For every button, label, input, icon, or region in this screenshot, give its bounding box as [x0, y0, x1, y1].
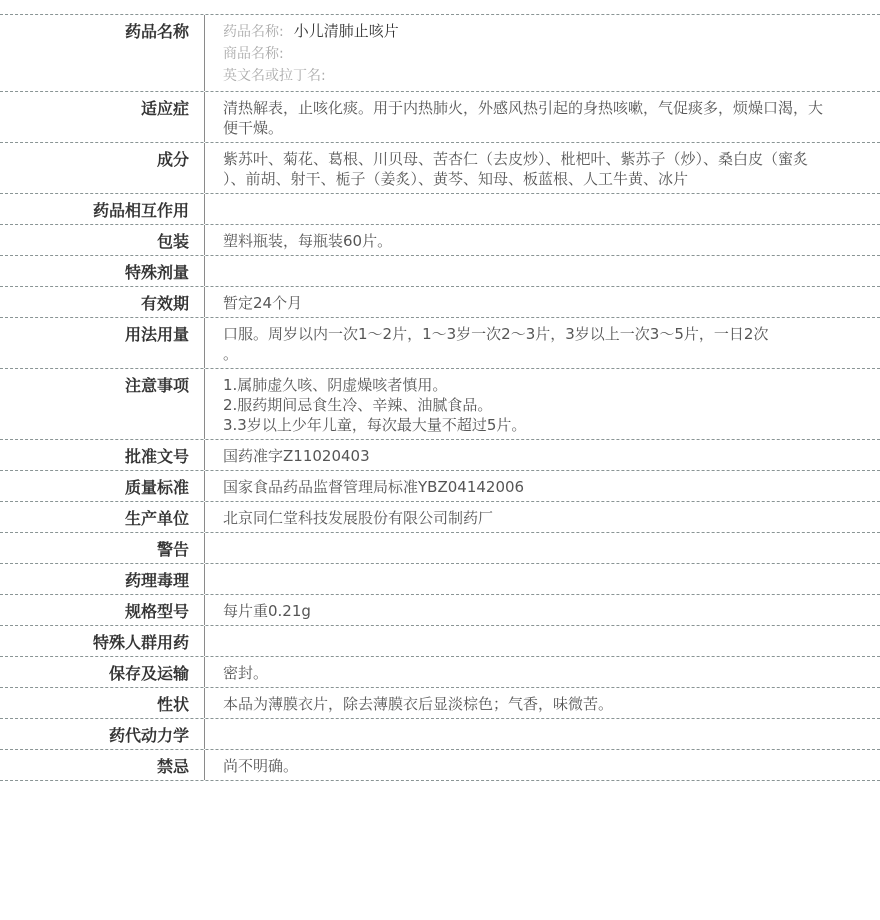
- row-content: [205, 564, 880, 594]
- row-label: 特殊剂量: [0, 256, 205, 286]
- content-line: 塑料瓶装，每瓶装60片。: [223, 232, 393, 250]
- row-label: 有效期: [0, 287, 205, 317]
- row-label: 适应症: [0, 92, 205, 142]
- row-label: 保存及运输: [0, 657, 205, 687]
- row-content: [205, 750, 880, 780]
- row-content: [205, 533, 880, 563]
- content-line: 清热解表，止咳化痰。用于内热肺火，外感风热引起的身热咳嗽，气促痰多，烦燥口渴，大: [223, 99, 824, 117]
- row-label: 禁忌: [0, 750, 205, 780]
- table-row: [0, 15, 880, 92]
- content-line: 暂定24个月: [223, 294, 303, 312]
- content-line: 密封。: [223, 664, 269, 682]
- name-field-line: [223, 43, 860, 65]
- field-label: 英文名或拉丁名:: [223, 68, 326, 84]
- row-label: 批准文号: [0, 440, 205, 470]
- table-row: [0, 256, 880, 287]
- row-content: [205, 626, 880, 656]
- row-label: 包装: [0, 225, 205, 255]
- row-label: 质量标准: [0, 471, 205, 501]
- row-content: [205, 92, 880, 142]
- row-label: 用法用量: [0, 318, 205, 368]
- row-label: 性状: [0, 688, 205, 718]
- table-row: [0, 369, 880, 440]
- row-content: [205, 369, 880, 439]
- content-line: 便干燥。: [223, 119, 284, 137]
- content-line: 尚不明确。: [223, 757, 299, 775]
- table-row: [0, 657, 880, 688]
- content-line: 每片重0.21g: [223, 602, 311, 620]
- row-content: [205, 719, 880, 749]
- content-line: 3.3岁以上少年儿童，每次最大量不超过5片。: [223, 416, 527, 434]
- table-row: [0, 533, 880, 564]
- row-content: [205, 256, 880, 286]
- table-row: [0, 225, 880, 256]
- row-content: [205, 595, 880, 625]
- content-line: 1.属肺虚久咳、阴虚燥咳者慎用。: [223, 376, 448, 394]
- row-content: [205, 471, 880, 501]
- row-label: 生产单位: [0, 502, 205, 532]
- row-content: [205, 440, 880, 470]
- content-line: 北京同仁堂科技发展股份有限公司制药厂: [223, 509, 494, 527]
- table-row: [0, 287, 880, 318]
- table-row: [0, 595, 880, 626]
- row-content: [205, 287, 880, 317]
- content-line: 2.服药期间忌食生冷、辛辣、油腻食品。: [223, 396, 493, 414]
- content-line: 紫苏叶、菊花、葛根、川贝母、苦杏仁（去皮炒）、枇杷叶、紫苏子（炒）、桑白皮（蜜炙: [223, 150, 809, 168]
- row-content: [205, 225, 880, 255]
- content-line: 。: [223, 345, 239, 363]
- table-row: [0, 502, 880, 533]
- row-content: [205, 143, 880, 193]
- content-line: 国家食品药品监督管理局标准YBZ04142006: [223, 478, 525, 496]
- field-label: 药品名称:: [223, 24, 284, 40]
- row-content: [205, 502, 880, 532]
- table-row: [0, 471, 880, 502]
- table-row: [0, 194, 880, 225]
- row-content: [205, 15, 880, 91]
- table-row: [0, 143, 880, 194]
- table-row: [0, 440, 880, 471]
- row-label: 成分: [0, 143, 205, 193]
- name-field-line: [223, 65, 860, 87]
- row-label: 注意事项: [0, 369, 205, 439]
- row-label: 特殊人群用药: [0, 626, 205, 656]
- row-label: 警告: [0, 533, 205, 563]
- content-line: ）、前胡、射干、栀子（姜炙）、黄芩、知母、板蓝根、人工牛黄、冰片: [223, 170, 689, 188]
- table-row: [0, 626, 880, 657]
- table-row: [0, 719, 880, 750]
- row-label: 药代动力学: [0, 719, 205, 749]
- field-label: 商品名称:: [223, 46, 284, 62]
- content-line: 国药准字Z11020403: [223, 447, 370, 465]
- row-label: 规格型号: [0, 595, 205, 625]
- row-content: [205, 318, 880, 368]
- name-field-line: [223, 21, 860, 43]
- row-label: 药理毒理: [0, 564, 205, 594]
- row-content: [205, 688, 880, 718]
- table-row: [0, 564, 880, 595]
- content-line: 口服。周岁以内一次1～2片，1～3岁一次2～3片，3岁以上一次3～5片，一日2次: [223, 325, 769, 343]
- table-row: [0, 318, 880, 369]
- table-row: [0, 688, 880, 719]
- row-content: [205, 657, 880, 687]
- field-value: 小儿清肺止咳片: [293, 22, 399, 40]
- table-row: [0, 92, 880, 143]
- table-row: [0, 750, 880, 781]
- row-label: 药品名称: [0, 15, 205, 91]
- drug-info-table: [0, 14, 880, 781]
- content-line: 本品为薄膜衣片，除去薄膜衣后显淡棕色；气香，味微苦。: [223, 695, 614, 713]
- row-content: [205, 194, 880, 224]
- row-label: 药品相互作用: [0, 194, 205, 224]
